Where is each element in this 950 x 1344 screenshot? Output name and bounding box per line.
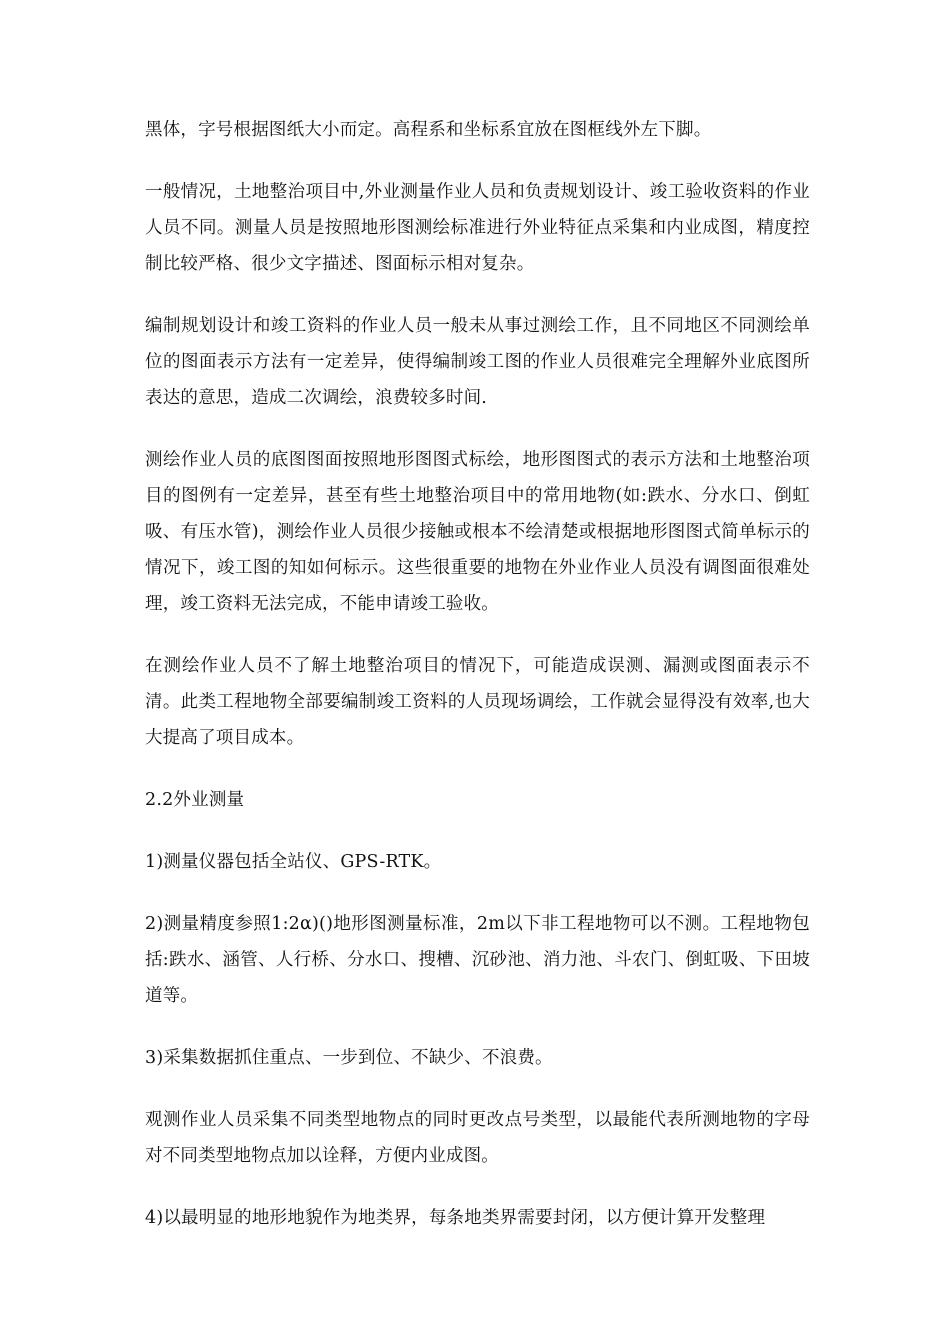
list-item-land-boundary: 4)以最明显的地形地貌作为地类界，每条地类界需要封闭，以方便计算开发整理 (145, 1208, 766, 1228)
section-heading-field-survey: 2.2外业测量 (145, 790, 245, 810)
paragraph-font-note: 黑体，字号根据图纸大小而定。高程系和坐标系宜放在图框线外左下脚。 (145, 120, 712, 140)
paragraph-personnel-difference: 一般情况，土地整治项目中,外业测量作业人员和负责规划设计、竣工验收资料的作业人员不同。测量人员是按照地形图测绘标准进行外业特征点采集和内业成图，精度控制比较严格、很少文字描述、图面标示相对复杂。 (145, 182, 810, 274)
paragraph-point-coding: 观测作业人员采集不同类型地物点的同时更改点号类型，以最能代表所测地物的字母对不同类型地物点加以诠释，方便内业成图。 (145, 1110, 810, 1166)
paragraph-project-cost: 在测绘作业人员不了解土地整治项目的情况下，可能造成误测、漏测或图面表示不清。此类工程地物全部要编制竣工资料的人员现场调绘，工作就会显得没有效率,也大大提高了项目成本。 (145, 656, 810, 748)
list-item-precision: 2)测量精度参照1:2α)()地形图测量标准，2m以下非工程地物可以不测。工程地物包括:跌水、涵管、人行桥、分水口、搜槽、沉砂池、消力池、斗农门、倒虹吸、下田坡道等。 (145, 914, 810, 1006)
list-item-instruments: 1)测量仪器包括全站仪、GPS-RTK。 (145, 852, 442, 872)
list-item-data-collection: 3)采集数据抓住重点、一步到位、不缺少、不浪费。 (145, 1048, 553, 1068)
paragraph-map-symbols: 测绘作业人员的底图图面按照地形图图式标绘，地形图图式的表示方法和土地整治项目的图例有一定差异，甚至有些土地整治项目中的常用地物(如:跌水、分水口、倒虹吸、有压水管)，测绘作业人员很少接触或根本不绘清楚或根据地形图图式简单标示的情况下，竣工图的知如何标示。这些很重要的地物在外业作业人员没有调图面很难处理，竣工资料无法完成，不能申请竣工验收。 (145, 450, 810, 614)
document-page (145, 112, 810, 1236)
paragraph-drafting-staff: 编制规划设计和竣工资料的作业人员一般未从事过测绘工作，且不同地区不同测绘单位的图面表示方法有一定差异，使得编制竣工图的作业人员很难完全理解外业底图所表达的意思，造成二次调绘，浪费较多时间. (145, 316, 810, 408)
